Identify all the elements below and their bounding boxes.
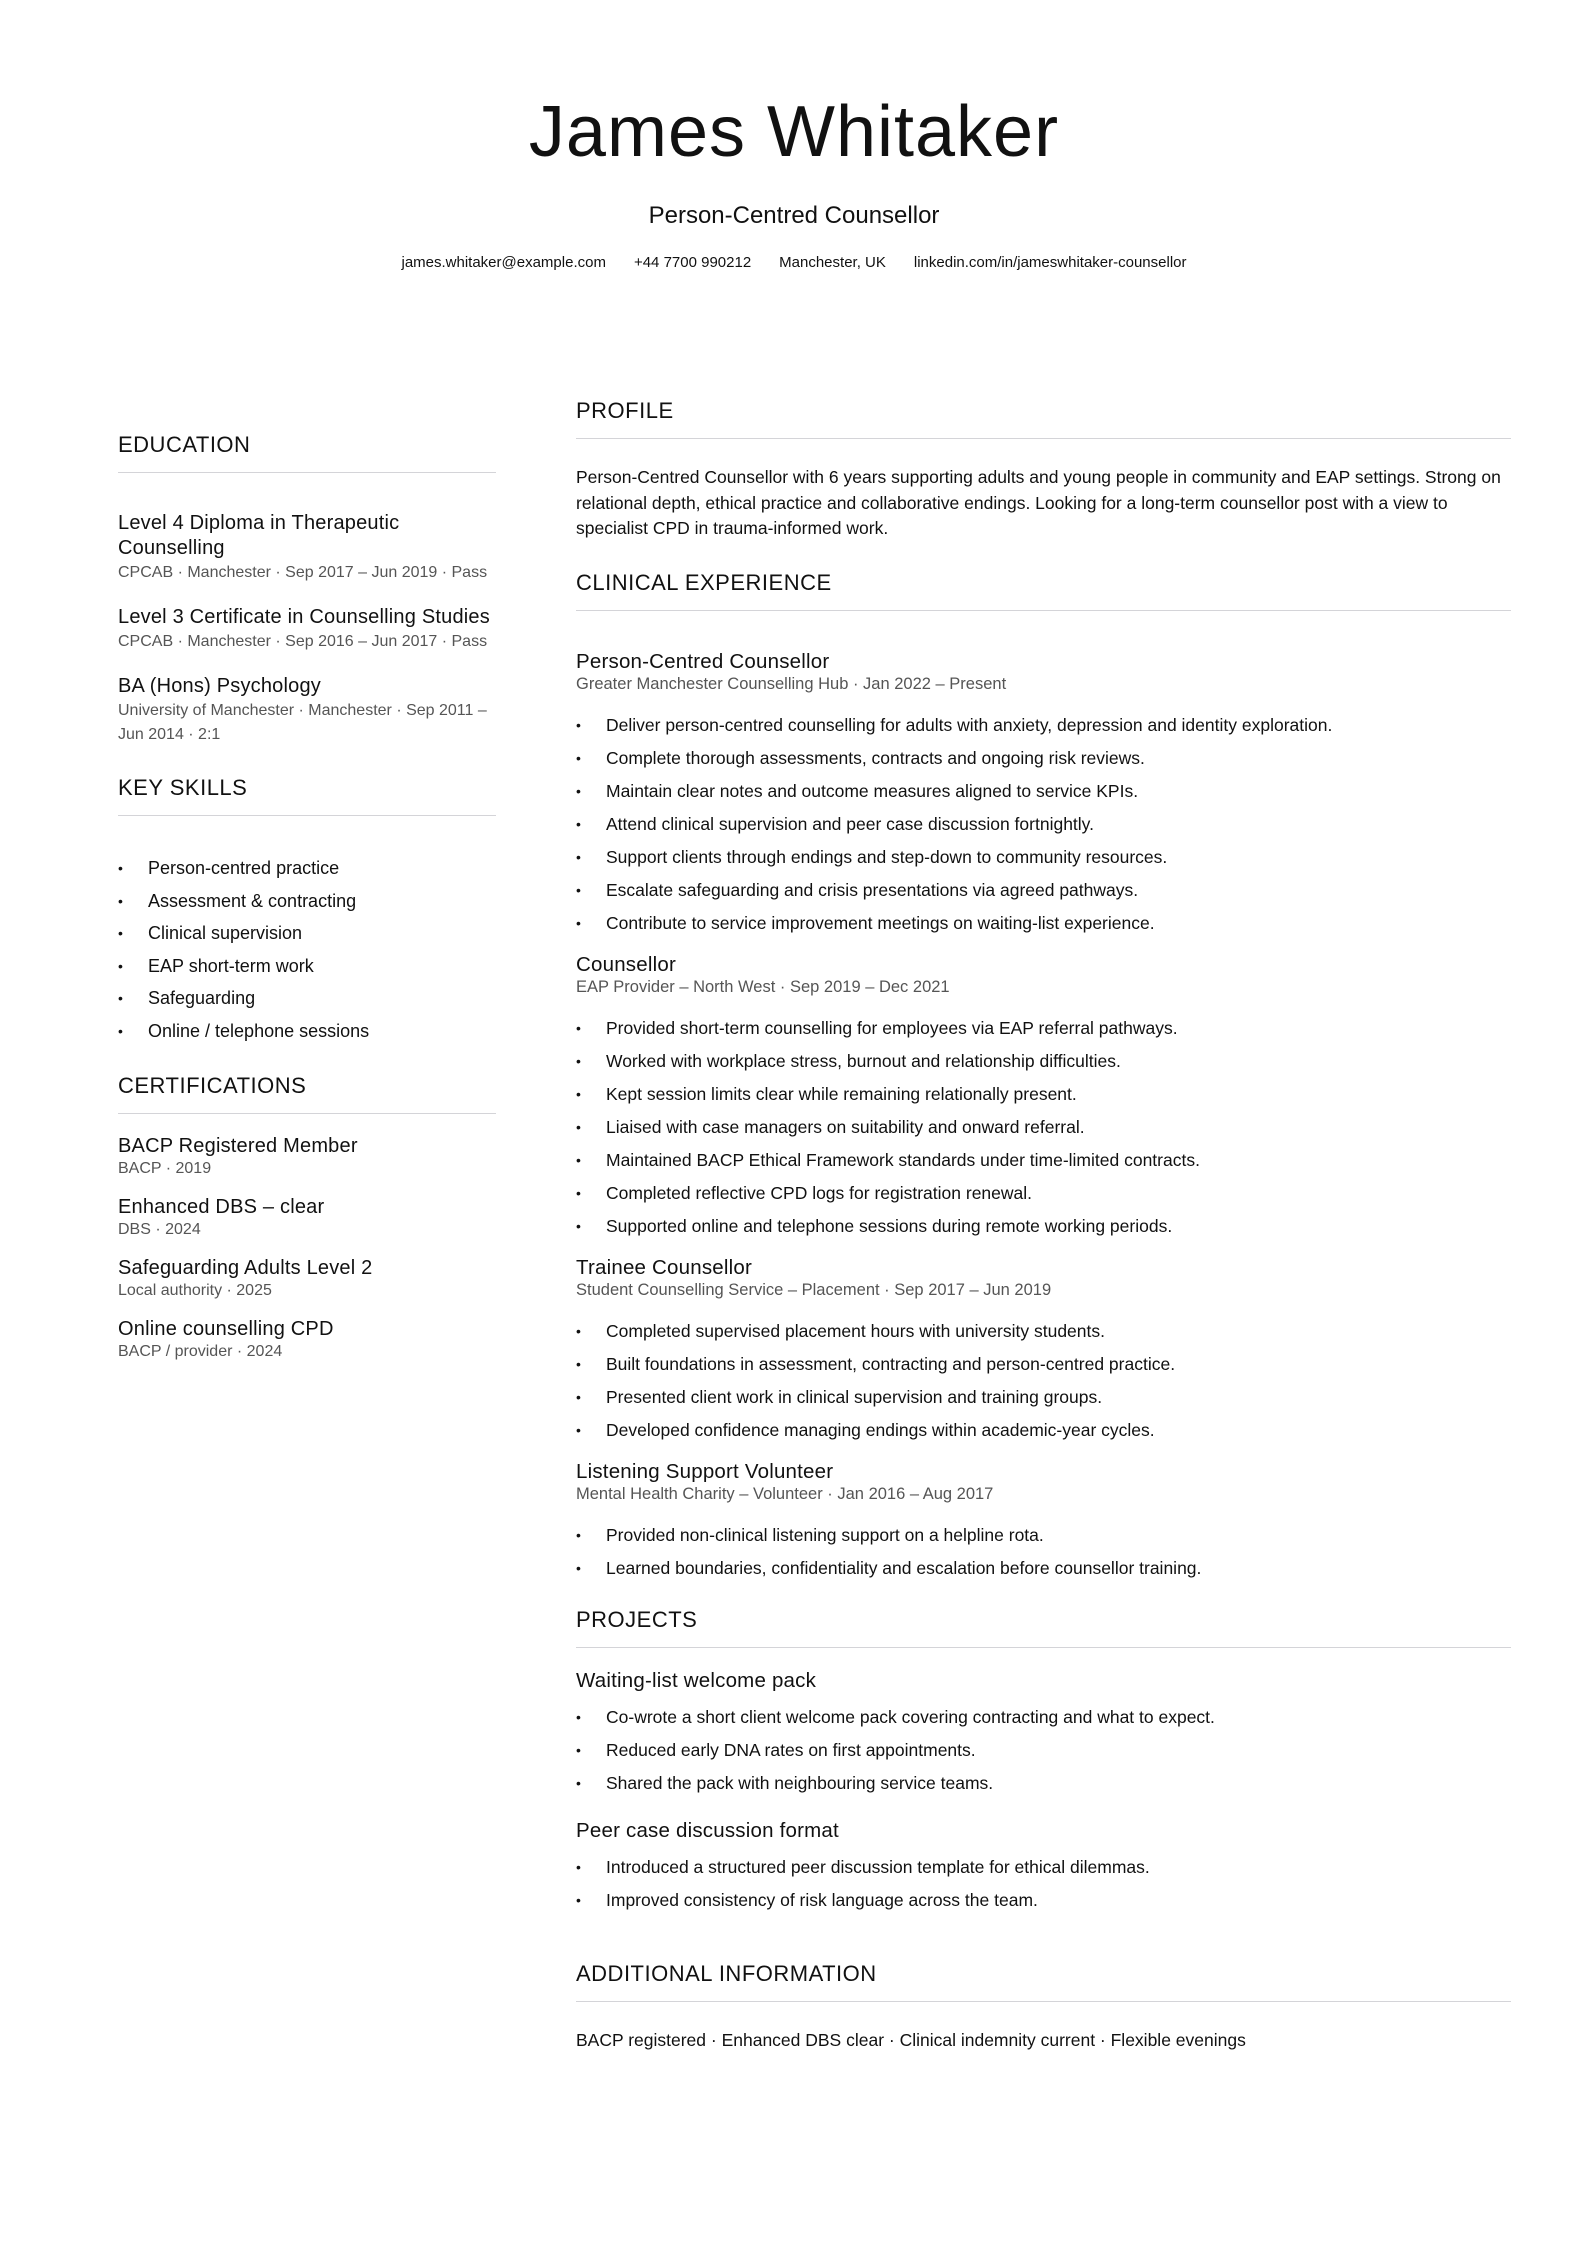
job-entry xyxy=(576,1255,1511,1447)
certifications-section xyxy=(118,1073,496,1362)
contact-line xyxy=(0,254,1588,271)
project-bullets xyxy=(576,1701,1511,1800)
bullet-item: • Co-wrote a short client welcome pack covering contracting and what to expect. xyxy=(576,1701,1511,1734)
projects-section xyxy=(576,1607,1511,1917)
profile-section xyxy=(576,398,1511,542)
project-entry xyxy=(576,1668,1511,1800)
bullet-item: • Support clients through endings and step-down to community resources. xyxy=(576,841,1511,874)
certification-item xyxy=(118,1134,496,1179)
job-meta: Greater Manchester Counselling Hub · Jan 2022 – Present xyxy=(576,674,1007,693)
left-column xyxy=(118,432,496,2053)
bullet-item: • Contribute to service improvement meetings on waiting-list experience. xyxy=(576,907,1511,940)
job-meta: EAP Provider – North West · Sep 2019 – Dec 2021 xyxy=(576,977,950,996)
certification-item xyxy=(118,1317,496,1362)
job-meta: Student Counselling Service – Placement · Sep 2017 – Jun 2019 xyxy=(576,1280,1052,1299)
bullet-item: • Attend clinical supervision and peer case discussion fortnightly. xyxy=(576,808,1511,841)
bullet-item: • Improved consistency of risk language across the team. xyxy=(576,1884,1511,1917)
bullet-item: • Escalate safeguarding and crisis presentations via agreed pathways. xyxy=(576,874,1511,907)
job-entry xyxy=(576,952,1511,1243)
skill-item: • EAP short-term work xyxy=(118,950,496,983)
resume-body xyxy=(118,398,1588,2053)
job-meta: Mental Health Charity – Volunteer · Jan 2016 – Aug 2017 xyxy=(576,1484,994,1503)
education-item xyxy=(118,674,496,747)
bullet-item: • Presented client work in clinical supervision and training groups. xyxy=(576,1381,1511,1414)
section-heading: PROJECTS xyxy=(576,1607,1511,1648)
education-title: BA (Hons) Psychology xyxy=(118,675,321,697)
bullet-item: • Supported online and telephone sessions during remote working periods. xyxy=(576,1210,1511,1243)
education-item xyxy=(118,511,496,585)
project-title: Waiting-list welcome pack xyxy=(576,1668,817,1692)
job-bullets xyxy=(576,1012,1511,1243)
skill-item: • Person-centred practice xyxy=(118,852,496,885)
section-heading: ADDITIONAL INFORMATION xyxy=(576,1961,1511,2002)
bullet-item: • Developed confidence managing endings within academic-year cycles. xyxy=(576,1414,1511,1447)
job-bullets xyxy=(576,709,1511,940)
skill-item: • Safeguarding xyxy=(118,982,496,1015)
certification-meta: BACP / provider · 2024 xyxy=(118,1343,283,1360)
education-title: Level 3 Certificate in Counselling Studies xyxy=(118,606,490,628)
bullet-item: • Deliver person-centred counselling for adults with anxiety, depression and identity exploration. xyxy=(576,709,1511,742)
skills-list xyxy=(118,852,496,1047)
job-title: Listening Support Volunteer xyxy=(576,1459,834,1483)
education-meta: CPCAB · Manchester · Sep 2017 – Jun 2019 · Pass xyxy=(118,564,488,581)
bullet-item: • Worked with workplace stress, burnout and relationship difficulties. xyxy=(576,1045,1511,1078)
certification-title: Enhanced DBS – clear xyxy=(118,1196,325,1218)
contact-location: Manchester, UK xyxy=(779,254,886,271)
certification-meta: DBS · 2024 xyxy=(118,1221,201,1238)
contact-email: james.whitaker@example.com xyxy=(401,254,606,271)
bullet-item: • Complete thorough assessments, contracts and ongoing risk reviews. xyxy=(576,742,1511,775)
additional-info: BACP registered · Enhanced DBS clear · Clinical indemnity current · Flexible evenings xyxy=(576,2029,1246,2050)
education-item xyxy=(118,605,496,654)
certification-title: Safeguarding Adults Level 2 xyxy=(118,1257,373,1279)
education-meta: CPCAB · Manchester · Sep 2016 – Jun 2017 · Pass xyxy=(118,633,488,650)
certification-item xyxy=(118,1256,496,1301)
certification-meta: Local authority · 2025 xyxy=(118,1282,272,1299)
skill-item: • Clinical supervision xyxy=(118,917,496,950)
bullet-item: • Provided short-term counselling for employees via EAP referral pathways. xyxy=(576,1012,1511,1045)
contact-phone: +44 7700 990212 xyxy=(633,254,752,271)
bullet-item: • Completed reflective CPD logs for registration renewal. xyxy=(576,1177,1511,1210)
skills-section xyxy=(118,775,496,1047)
bullet-item: • Learned boundaries, confidentiality and escalation before counsellor training. xyxy=(576,1552,1511,1585)
job-title: Counsellor xyxy=(576,952,676,976)
candidate-name: James Whitaker xyxy=(528,92,1060,172)
bullet-item: • Kept session limits clear while remaining relationally present. xyxy=(576,1078,1511,1111)
right-column xyxy=(576,398,1511,2053)
certification-item xyxy=(118,1195,496,1240)
job-title: Trainee Counsellor xyxy=(576,1255,753,1279)
experience-section xyxy=(576,570,1511,1585)
bullet-item: • Reduced early DNA rates on first appointments. xyxy=(576,1734,1511,1767)
bullet-item: • Built foundations in assessment, contracting and person-centred practice. xyxy=(576,1348,1511,1381)
section-heading: PROFILE xyxy=(576,398,1511,439)
section-heading: CLINICAL EXPERIENCE xyxy=(576,570,1511,611)
certification-title: Online counselling CPD xyxy=(118,1318,334,1340)
bullet-item: • Completed supervised placement hours with university students. xyxy=(576,1315,1511,1348)
bullet-item: • Maintain clear notes and outcome measures aligned to service KPIs. xyxy=(576,775,1511,808)
resume-header xyxy=(0,0,1588,271)
candidate-title: Person-Centred Counsellor xyxy=(648,202,940,229)
education-section xyxy=(118,432,496,747)
job-entry xyxy=(576,649,1511,940)
section-heading: EDUCATION xyxy=(118,432,496,473)
skill-item: • Assessment & contracting xyxy=(118,885,496,918)
contact-linkedin: linkedin.com/in/jameswhitaker-counsellor xyxy=(913,254,1187,271)
profile-summary: Person-Centred Counsellor with 6 years supporting adults and young people in community and EAP settings. Strong on relational depth, ethical practice and collaborative endings. Looking for a long-term counsellor post with a view to specialist CPD in trauma-informed work. xyxy=(576,467,1501,538)
education-meta: University of Manchester · Manchester · Sep 2011 – Jun 2014 · 2:1 xyxy=(118,702,487,743)
project-entry xyxy=(576,1818,1511,1917)
additional-section xyxy=(576,1961,1511,2053)
education-title: Level 4 Diploma in Therapeutic Counselling xyxy=(118,512,400,559)
bullet-item: • Provided non-clinical listening support on a helpline rota. xyxy=(576,1519,1511,1552)
job-bullets xyxy=(576,1315,1511,1447)
bullet-item: • Liaised with case managers on suitability and onward referral. xyxy=(576,1111,1511,1144)
bullet-item: • Maintained BACP Ethical Framework standards under time-limited contracts. xyxy=(576,1144,1511,1177)
bullet-item: • Shared the pack with neighbouring service teams. xyxy=(576,1767,1511,1800)
job-entry xyxy=(576,1459,1511,1585)
bullet-item: • Introduced a structured peer discussion template for ethical dilemmas. xyxy=(576,1851,1511,1884)
certification-title: BACP Registered Member xyxy=(118,1135,358,1157)
job-title: Person-Centred Counsellor xyxy=(576,649,830,673)
project-bullets xyxy=(576,1851,1511,1917)
project-title: Peer case discussion format xyxy=(576,1818,839,1842)
section-heading: CERTIFICATIONS xyxy=(118,1073,496,1114)
job-bullets xyxy=(576,1519,1511,1585)
skill-item: • Online / telephone sessions xyxy=(118,1015,496,1048)
section-heading: KEY SKILLS xyxy=(118,775,496,816)
certification-meta: BACP · 2019 xyxy=(118,1160,212,1177)
